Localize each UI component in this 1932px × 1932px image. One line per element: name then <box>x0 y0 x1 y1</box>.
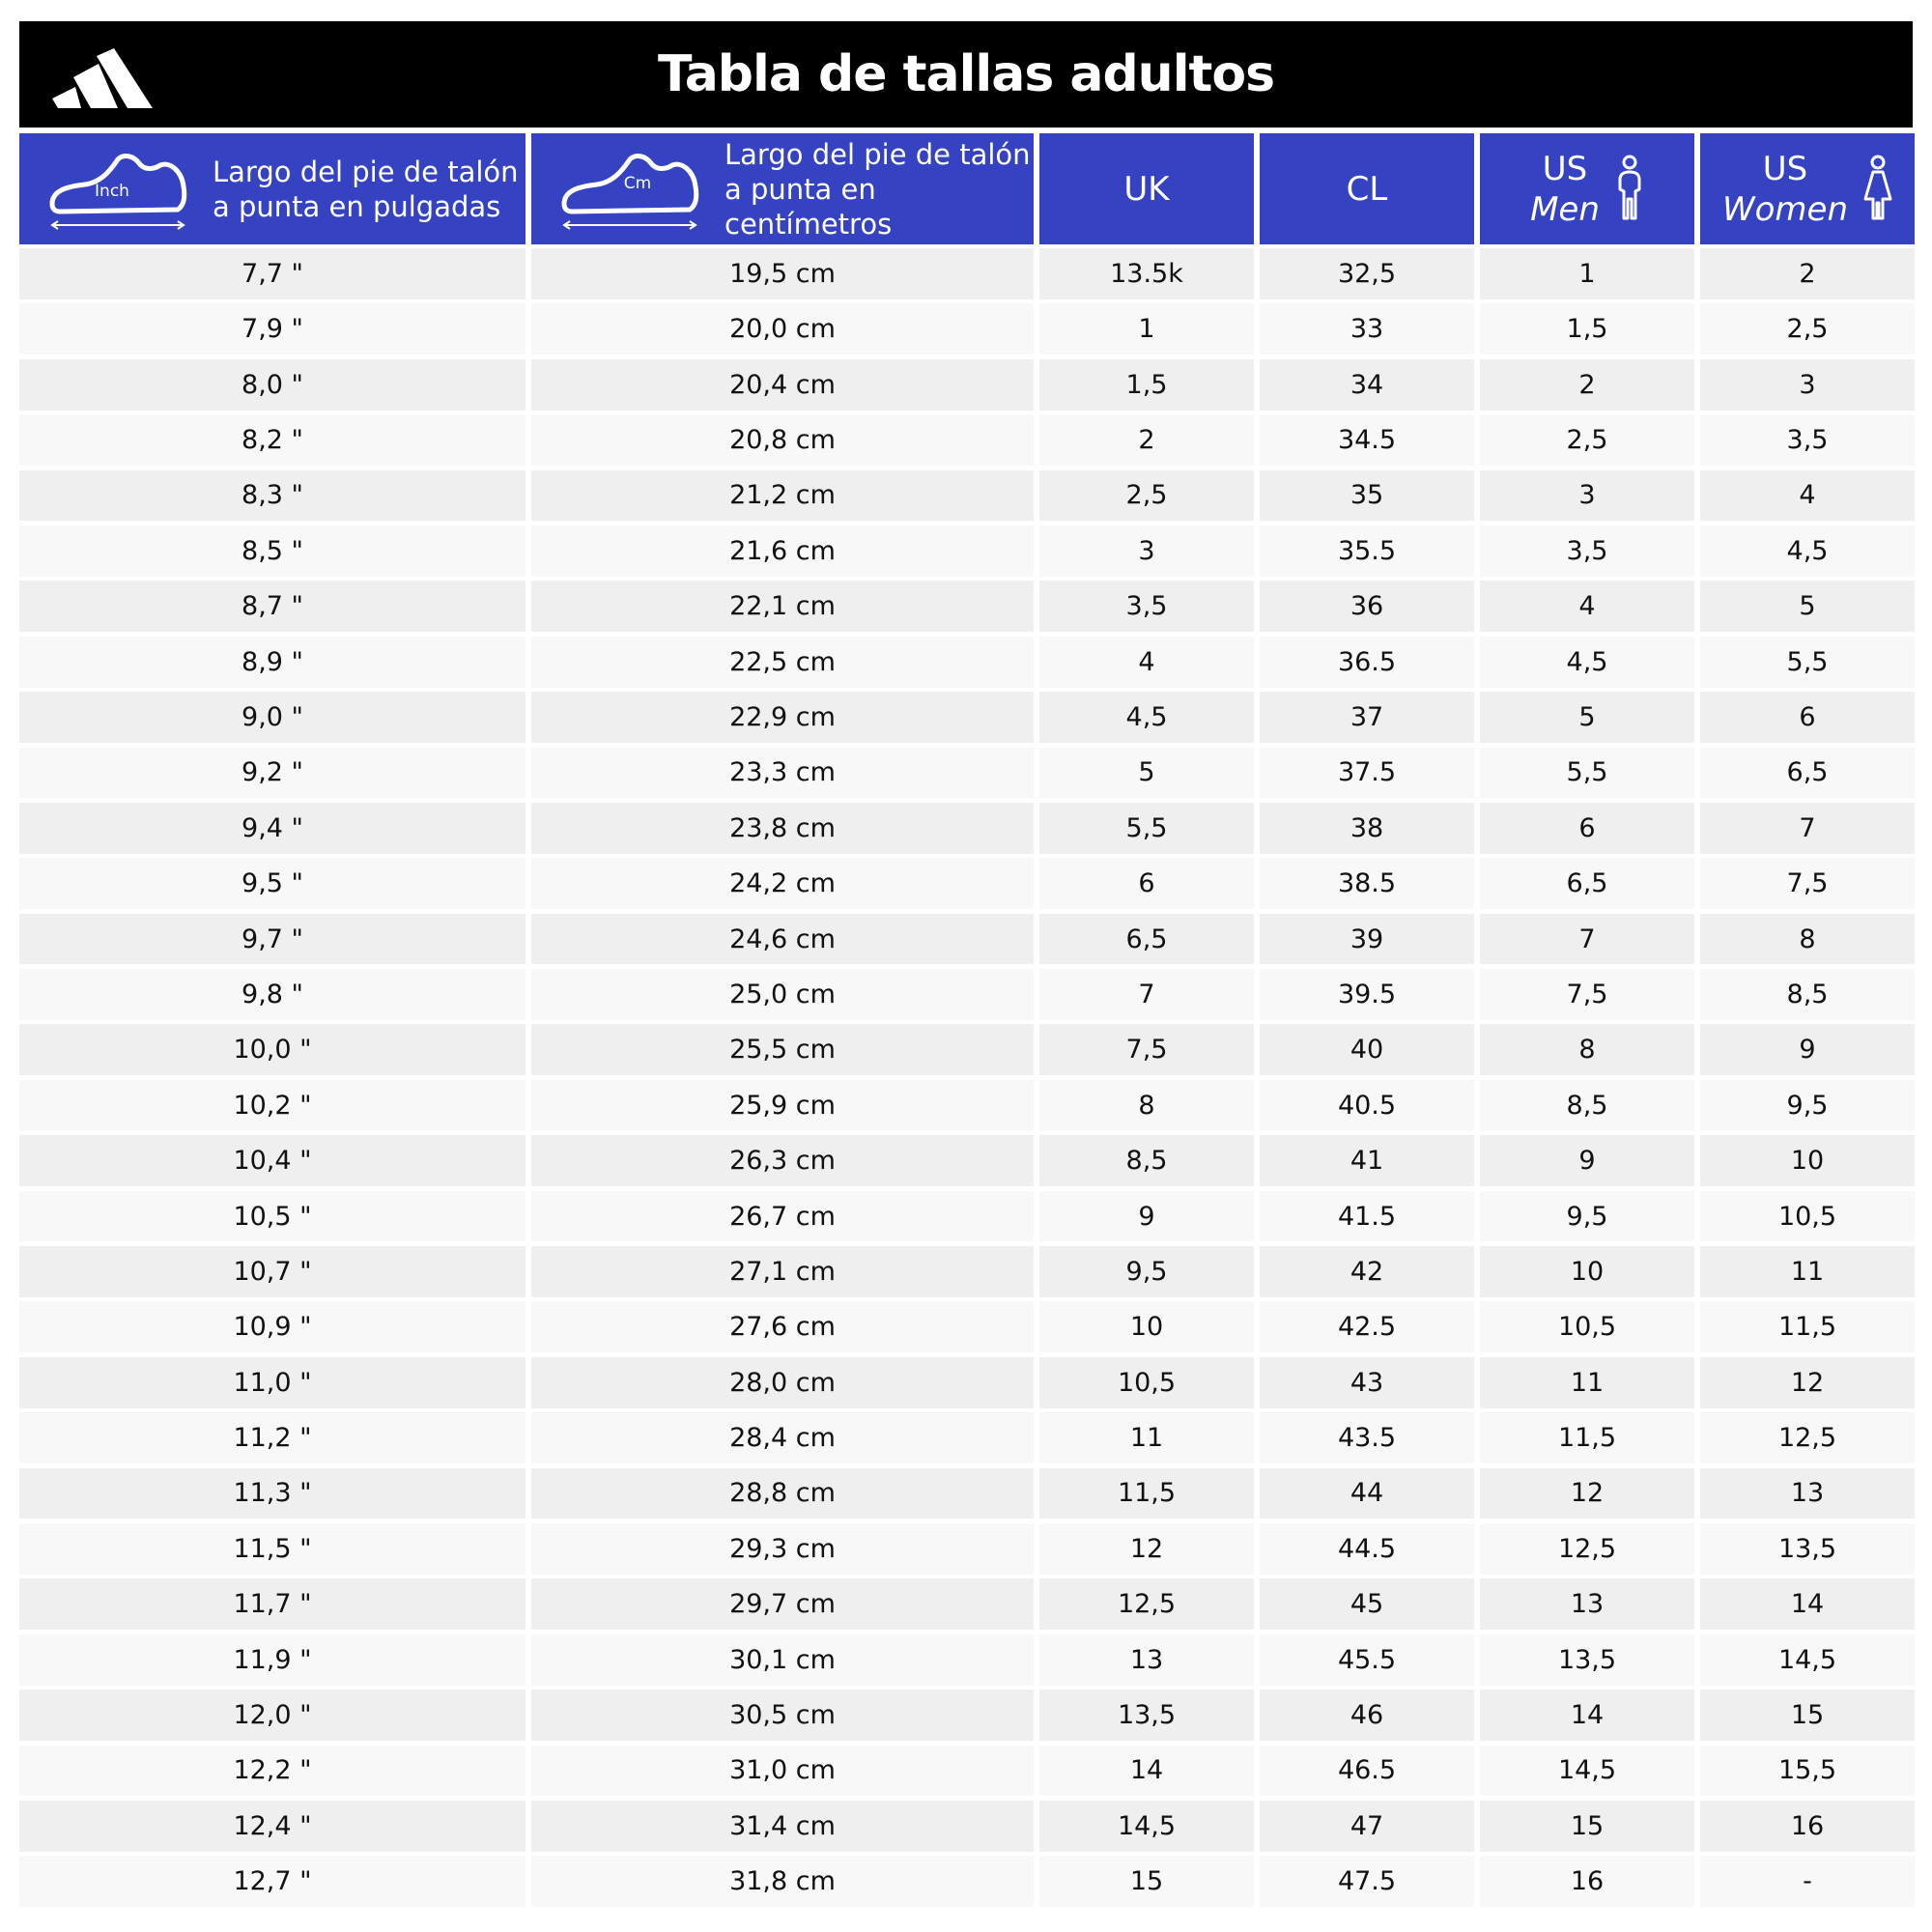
cl-cell: 43.5 <box>1260 1412 1474 1463</box>
us-men-cell: 2 <box>1480 359 1694 411</box>
cm-cell: 30,1 cm <box>531 1634 1034 1686</box>
uk-cell: 4 <box>1039 637 1254 688</box>
cm-cell: 22,5 cm <box>531 637 1034 688</box>
cm-cell: 25,9 cm <box>531 1080 1034 1131</box>
uk-cell: 8 <box>1039 1080 1254 1131</box>
inch-cell: 9,2 " <box>19 748 526 799</box>
us-men-cell: 1 <box>1480 248 1694 299</box>
inch-cell: 9,7 " <box>19 914 526 965</box>
cl-cell: 44 <box>1260 1468 1474 1520</box>
cm-cell: 25,0 cm <box>531 969 1034 1020</box>
inch-cell: 8,3 " <box>19 470 526 522</box>
cl-cell: 40 <box>1260 1024 1474 1075</box>
cl-cell: 37 <box>1260 692 1474 743</box>
uk-cell: 2,5 <box>1039 470 1254 522</box>
us-men-cell: 1,5 <box>1480 303 1694 355</box>
us-women-cell: 6 <box>1700 692 1915 743</box>
cm-cell: 20,0 cm <box>531 303 1034 355</box>
header-uk-label: UK <box>1123 169 1170 209</box>
us-men-cell: 5 <box>1480 692 1694 743</box>
us-women-cell: 13,5 <box>1700 1523 1915 1575</box>
us-women-cell: 9 <box>1700 1024 1915 1075</box>
cl-cell: 43 <box>1260 1357 1474 1408</box>
us-men-cell: 6,5 <box>1480 858 1694 909</box>
cm-cell: 21,6 cm <box>531 526 1034 577</box>
us-women-cell: 14,5 <box>1700 1634 1915 1686</box>
us-women-cell: 10,5 <box>1700 1191 1915 1242</box>
cl-cell: 32,5 <box>1260 248 1474 299</box>
cm-cell: 25,5 cm <box>531 1024 1034 1075</box>
uk-cell: 12,5 <box>1039 1578 1254 1630</box>
us-women-cell: 3,5 <box>1700 414 1915 466</box>
cl-cell: 45.5 <box>1260 1634 1474 1686</box>
cm-cell: 24,2 cm <box>531 858 1034 909</box>
title-bar <box>19 21 1913 128</box>
uk-cell: 13.5k <box>1039 248 1254 299</box>
cm-cell: 20,8 cm <box>531 414 1034 466</box>
inch-cell: 9,4 " <box>19 803 526 854</box>
inch-cell: 11,3 " <box>19 1468 526 1520</box>
header-us-women-top: US <box>1762 149 1808 188</box>
header-uk <box>1039 133 1254 244</box>
cl-cell: 34 <box>1260 359 1474 411</box>
inch-cell: 10,5 " <box>19 1191 526 1242</box>
inch-cell: 11,5 " <box>19 1523 526 1575</box>
us-men-cell: 4 <box>1480 581 1694 632</box>
inch-cell: 9,8 " <box>19 969 526 1020</box>
cm-cell: 30,5 cm <box>531 1690 1034 1741</box>
page-title: Tabla de tallas adultos <box>657 45 1275 103</box>
inch-cell: 8,7 " <box>19 581 526 632</box>
cl-cell: 42.5 <box>1260 1301 1474 1352</box>
us-men-cell: 7,5 <box>1480 969 1694 1020</box>
inch-cell: 10,9 " <box>19 1301 526 1352</box>
us-men-cell: 13,5 <box>1480 1634 1694 1686</box>
inch-cell: 9,0 " <box>19 692 526 743</box>
us-women-cell: 13 <box>1700 1468 1915 1520</box>
cl-cell: 41.5 <box>1260 1191 1474 1242</box>
uk-cell: 9 <box>1039 1191 1254 1242</box>
header-cm-label: Largo del pie de talón a punta en centímetros <box>724 137 1031 241</box>
cl-cell: 45 <box>1260 1578 1474 1630</box>
header-cl-label: CL <box>1346 169 1388 209</box>
cm-cell: 19,5 cm <box>531 248 1034 299</box>
inch-cell: 7,9 " <box>19 303 526 355</box>
us-women-cell: 8 <box>1700 914 1915 965</box>
cm-cell: 31,0 cm <box>531 1746 1034 1797</box>
man-icon <box>1615 155 1644 224</box>
cm-cell: 27,1 cm <box>531 1246 1034 1297</box>
us-women-cell: 15 <box>1700 1690 1915 1741</box>
us-men-cell: 9,5 <box>1480 1191 1694 1242</box>
inch-cell: 10,0 " <box>19 1024 526 1075</box>
cl-cell: 35.5 <box>1260 526 1474 577</box>
us-women-cell: 7 <box>1700 803 1915 854</box>
shoe-icon <box>46 148 191 231</box>
table-body <box>19 248 1915 1912</box>
header-us-men-bottom: Men <box>1530 189 1600 229</box>
size-chart <box>19 21 1913 1912</box>
us-women-cell: 4,5 <box>1700 526 1915 577</box>
inch-cell: 10,7 " <box>19 1246 526 1297</box>
us-men-cell: 12,5 <box>1480 1523 1694 1575</box>
inch-cell: 12,2 " <box>19 1746 526 1797</box>
us-men-cell: 3 <box>1480 470 1694 522</box>
uk-cell: 3 <box>1039 526 1254 577</box>
cm-cell: 22,9 cm <box>531 692 1034 743</box>
us-women-cell: 2 <box>1700 248 1915 299</box>
inch-cell: 10,2 " <box>19 1080 526 1131</box>
inch-cell: 11,0 " <box>19 1357 526 1408</box>
cm-cell: 27,6 cm <box>531 1301 1034 1352</box>
us-women-cell: 11,5 <box>1700 1301 1915 1352</box>
size-table <box>19 133 1913 1912</box>
us-women-cell: 14 <box>1700 1578 1915 1630</box>
uk-cell: 1,5 <box>1039 359 1254 411</box>
cm-cell: 29,7 cm <box>531 1578 1034 1630</box>
us-men-cell: 9 <box>1480 1135 1694 1186</box>
us-men-cell: 11,5 <box>1480 1412 1694 1463</box>
uk-cell: 14 <box>1039 1746 1254 1797</box>
cm-cell: 31,8 cm <box>531 1856 1034 1907</box>
us-women-cell: 5,5 <box>1700 637 1915 688</box>
woman-icon <box>1863 155 1892 224</box>
header-cl <box>1260 133 1474 244</box>
us-men-cell: 15 <box>1480 1801 1694 1852</box>
uk-cell: 13 <box>1039 1634 1254 1686</box>
uk-cell: 14,5 <box>1039 1801 1254 1852</box>
cm-cell: 22,1 cm <box>531 581 1034 632</box>
cl-cell: 39 <box>1260 914 1474 965</box>
cl-cell: 34.5 <box>1260 414 1474 466</box>
us-women-cell: 2,5 <box>1700 303 1915 355</box>
uk-cell: 2 <box>1039 414 1254 466</box>
us-women-cell: 9,5 <box>1700 1080 1915 1131</box>
uk-cell: 6 <box>1039 858 1254 909</box>
us-women-cell: 15,5 <box>1700 1746 1915 1797</box>
uk-cell: 5,5 <box>1039 803 1254 854</box>
cm-cell: 29,3 cm <box>531 1523 1034 1575</box>
uk-cell: 7 <box>1039 969 1254 1020</box>
cm-cell: 31,4 cm <box>531 1801 1034 1852</box>
uk-cell: 9,5 <box>1039 1246 1254 1297</box>
us-women-cell: 5 <box>1700 581 1915 632</box>
inch-cell: 11,2 " <box>19 1412 526 1463</box>
header-us-women-bottom: Women <box>1721 189 1848 229</box>
cm-cell: 23,8 cm <box>531 803 1034 854</box>
header-us-men <box>1480 133 1694 244</box>
us-men-cell: 4,5 <box>1480 637 1694 688</box>
cl-cell: 38 <box>1260 803 1474 854</box>
us-men-cell: 3,5 <box>1480 526 1694 577</box>
uk-cell: 11 <box>1039 1412 1254 1463</box>
us-women-cell: 8,5 <box>1700 969 1915 1020</box>
inch-cell: 12,7 " <box>19 1856 526 1907</box>
uk-cell: 6,5 <box>1039 914 1254 965</box>
cl-cell: 42 <box>1260 1246 1474 1297</box>
uk-cell: 10 <box>1039 1301 1254 1352</box>
header-inch-label: Largo del pie de talón a punta en pulgadas <box>213 155 519 223</box>
cl-cell: 38.5 <box>1260 858 1474 909</box>
svg-text:Inch: Inch <box>95 181 129 201</box>
inch-cell: 10,4 " <box>19 1135 526 1186</box>
cm-cell: 20,4 cm <box>531 359 1034 411</box>
inch-cell: 8,9 " <box>19 637 526 688</box>
inch-cell: 8,5 " <box>19 526 526 577</box>
us-men-cell: 8 <box>1480 1024 1694 1075</box>
shoe-icon <box>558 148 703 231</box>
us-women-cell: 16 <box>1700 1801 1915 1852</box>
inch-cell: 7,7 " <box>19 248 526 299</box>
inch-cell: 8,0 " <box>19 359 526 411</box>
us-men-cell: 14,5 <box>1480 1746 1694 1797</box>
cl-cell: 36.5 <box>1260 637 1474 688</box>
us-men-cell: 13 <box>1480 1578 1694 1630</box>
cm-cell: 24,6 cm <box>531 914 1034 965</box>
uk-cell: 11,5 <box>1039 1468 1254 1520</box>
cl-cell: 40.5 <box>1260 1080 1474 1131</box>
us-women-cell: 10 <box>1700 1135 1915 1186</box>
cm-cell: 26,7 cm <box>531 1191 1034 1242</box>
us-women-cell: 4 <box>1700 470 1915 522</box>
uk-cell: 10,5 <box>1039 1357 1254 1408</box>
cl-cell: 46 <box>1260 1690 1474 1741</box>
uk-cell: 4,5 <box>1039 692 1254 743</box>
header-cm <box>531 133 1034 244</box>
inch-cell: 11,7 " <box>19 1578 526 1630</box>
cm-cell: 28,8 cm <box>531 1468 1034 1520</box>
header-inch <box>19 133 526 244</box>
us-men-cell: 14 <box>1480 1690 1694 1741</box>
inch-cell: 12,0 " <box>19 1690 526 1741</box>
uk-cell: 15 <box>1039 1856 1254 1907</box>
us-women-cell: 12 <box>1700 1357 1915 1408</box>
cm-cell: 26,3 cm <box>531 1135 1034 1186</box>
cl-cell: 37.5 <box>1260 748 1474 799</box>
us-men-cell: 12 <box>1480 1468 1694 1520</box>
cm-cell: 28,0 cm <box>531 1357 1034 1408</box>
cl-cell: 35 <box>1260 470 1474 522</box>
uk-cell: 13,5 <box>1039 1690 1254 1741</box>
cl-cell: 39.5 <box>1260 969 1474 1020</box>
us-women-cell: 3 <box>1700 359 1915 411</box>
cl-cell: 46.5 <box>1260 1746 1474 1797</box>
inch-cell: 9,5 " <box>19 858 526 909</box>
us-men-cell: 8,5 <box>1480 1080 1694 1131</box>
uk-cell: 1 <box>1039 303 1254 355</box>
us-men-cell: 2,5 <box>1480 414 1694 466</box>
uk-cell: 3,5 <box>1039 581 1254 632</box>
uk-cell: 7,5 <box>1039 1024 1254 1075</box>
header-us-women <box>1700 133 1915 244</box>
header-us-men-top: US <box>1542 149 1588 188</box>
us-men-cell: 5,5 <box>1480 748 1694 799</box>
uk-cell: 5 <box>1039 748 1254 799</box>
cl-cell: 41 <box>1260 1135 1474 1186</box>
us-men-cell: 16 <box>1480 1856 1694 1907</box>
us-men-cell: 6 <box>1480 803 1694 854</box>
us-women-cell: 12,5 <box>1700 1412 1915 1463</box>
svg-text:Cm: Cm <box>623 173 652 193</box>
us-men-cell: 11 <box>1480 1357 1694 1408</box>
us-men-cell: 10,5 <box>1480 1301 1694 1352</box>
cl-cell: 36 <box>1260 581 1474 632</box>
inch-cell: 12,4 " <box>19 1801 526 1852</box>
uk-cell: 8,5 <box>1039 1135 1254 1186</box>
us-women-cell: 11 <box>1700 1246 1915 1297</box>
cm-cell: 21,2 cm <box>531 470 1034 522</box>
uk-cell: 12 <box>1039 1523 1254 1575</box>
us-men-cell: 10 <box>1480 1246 1694 1297</box>
cm-cell: 23,3 cm <box>531 748 1034 799</box>
cl-cell: 33 <box>1260 303 1474 355</box>
us-women-cell: - <box>1700 1856 1915 1907</box>
inch-cell: 11,9 " <box>19 1634 526 1686</box>
cm-cell: 28,4 cm <box>531 1412 1034 1463</box>
cl-cell: 44.5 <box>1260 1523 1474 1575</box>
us-men-cell: 7 <box>1480 914 1694 965</box>
cl-cell: 47 <box>1260 1801 1474 1852</box>
cl-cell: 47.5 <box>1260 1856 1474 1907</box>
us-women-cell: 6,5 <box>1700 748 1915 799</box>
us-women-cell: 7,5 <box>1700 858 1915 909</box>
inch-cell: 8,2 " <box>19 414 526 466</box>
